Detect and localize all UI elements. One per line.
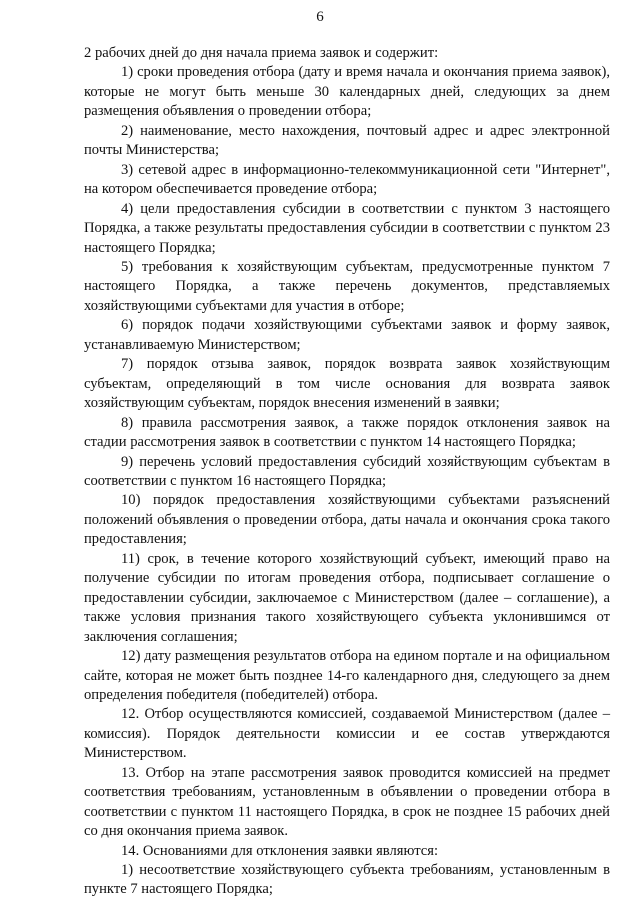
list-item-11: 11) срок, в течение которого хозяйствующий субъект, имеющий право на получение субсидии по итогам проведения отбора, подписывает соглашение о предоставлении субсидии, заключаемое с Министерством (далее – соглашение), а также условия признания такого хозяйствующего субъекта уклонившимся от заключения соглашения; <box>84 550 610 645</box>
page-number: 6 <box>316 9 324 25</box>
list-item-6: 6) порядок подачи хозяйствующими субъектами заявок и форму заявок, устанавливаемую Министерством; <box>84 317 610 353</box>
list-item-8: 8) правила рассмотрения заявок, а также порядок отклонения заявок на стадии рассмотрения заявок в соответствии с пунктом 14 настоящего Порядка; <box>84 414 610 451</box>
list-item-7: 7) порядок отзыва заявок, порядок возврата заявок хозяйствующим субъектам, определяющий в том числе основания для возврата заявок хозяйствующим субъектам, порядок внесения изменений в заявки; <box>84 356 610 412</box>
clause-13: 13. Отбор на этапе рассмотрения заявок проводится комиссией на предмет соответствия требованиям, установленным в объявлении о проведении отбора в соответствии с пунктом 11 настоящего Порядка, в срок не позднее 15 рабочих дней со дня окончания приема заявок. <box>84 764 610 840</box>
document-body <box>84 44 610 900</box>
clause-14-item-1: 1) несоответствие хозяйствующего субъекта требованиям, установленным в пункте 7 настоящего Порядка; <box>84 862 610 898</box>
list-item-3: 3) сетевой адрес в информационно-телекоммуникационной сети "Интернет", на котором обеспечивается проведение отбора; <box>84 161 610 198</box>
paragraph-continuation: 2 рабочих дней до дня начала приема заявок и содержит: <box>84 45 439 61</box>
list-item-9: 9) перечень условий предоставления субсидий хозяйствующим субъектам в соответствии с пунктом 16 настоящего Порядка; <box>84 453 610 489</box>
list-item-4: 4) цели предоставления субсидии в соответствии с пунктом 3 настоящего Порядка, а также результаты предоставления субсидии в соответствии с пунктом 23 настоящего Порядка; <box>84 200 610 256</box>
list-item-10: 10) порядок предоставления хозяйствующими субъектами разъяснений положений объявления о проведении отбора, даты начала и окончания срока такого предоставления; <box>84 492 610 548</box>
list-item-5: 5) требования к хозяйствующим субъектам, предусмотренные пунктом 7 настоящего Порядка, а также перечень документов, представляемых хозяйствующими субъектами для участия в отборе; <box>84 258 610 314</box>
clause-14: 14. Основаниями для отклонения заявки являются: <box>121 842 439 859</box>
list-item-1: 1) сроки проведения отбора (дату и время начала и окончания приема заявок), которые не могут быть меньше 30 календарных дней, следующих за днем размещения объявления о проведении отбора; <box>84 64 610 120</box>
list-item-12: 12) дату размещения результатов отбора на едином портале и на официальном сайте, которая не может быть позднее 14-го календарного дня, следующего за днем определения победителя (победителей) отбора. <box>84 648 610 703</box>
clause-12: 12. Отбор осуществляются комиссией, создаваемой Министерством (далее – комиссия). Порядок деятельности комиссии и ее состав утверждаются Министерством. <box>84 706 610 762</box>
list-item-2: 2) наименование, место нахождения, почтовый адрес и адрес электронной почты Министерства; <box>84 122 610 159</box>
